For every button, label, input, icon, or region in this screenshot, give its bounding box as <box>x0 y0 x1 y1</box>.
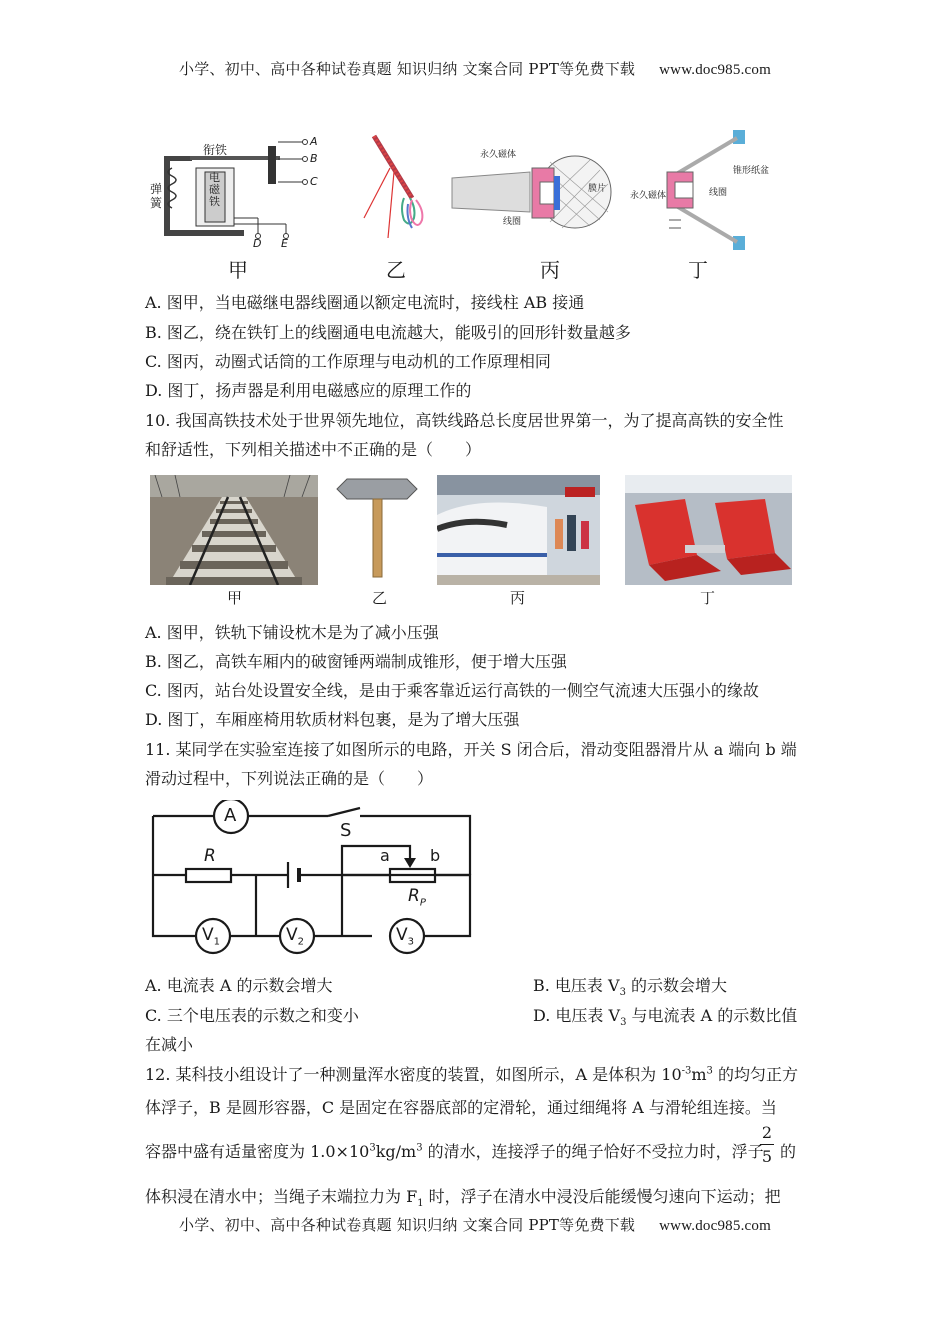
q9-figure-nail-coil <box>360 128 430 253</box>
mic-coil-label: 线圈 <box>503 217 522 227</box>
q10-stem-line1: 10. 我国高铁技术处于世界领先地位，高铁线路总长度居世界第一，为了提高高铁的安全性 <box>145 411 784 430</box>
relay-electromagnet-label: 电磁铁 <box>209 171 220 208</box>
q11-option-a: A. 电流表 A 的示数会增大 <box>145 976 333 995</box>
q12-line3: 容器中盛有适量密度为 $1.0\times 10^3kg/m^3$ 的清水，连接浮子的绳子恰好不受拉力时，浮子 <box>145 1142 764 1161</box>
q11-option-d: D. 电压表 $V_3$ 与电流表 A 的示数比值 <box>533 1006 798 1029</box>
q11-stem-line1: 11. 某同学在实验室连接了如图所示的电路，开关 S 闭合后，滑动变阻器滑片从 a 端向 b 端 <box>145 740 797 759</box>
circuit-v2-label: $V_2$ <box>286 925 305 948</box>
circuit-resistor-label: R <box>204 846 216 866</box>
q12-fraction <box>760 1123 774 1166</box>
q10-option-d: D. 图丁，车厢座椅用软质材料包裹，是为了增大压强 <box>145 710 520 729</box>
q10-option-c: C. 图丙，站台处设置安全线，是由于乘客靠近运行高铁的一侧空气流速大压强小的缘故 <box>145 681 759 700</box>
q9-figure-relay <box>150 128 330 253</box>
header-text: 小学、初中、高中各种试卷真题 知识归纳 文案合同 PPT等免费下载 <box>179 60 636 78</box>
q9-option-a: A. 图甲，当电磁继电器线圈通以额定电流时，接线柱 AB 接通 <box>145 293 585 312</box>
relay-terminal-b: B <box>310 152 318 165</box>
q11-circuit-diagram <box>148 800 478 960</box>
header-url[interactable]: www.doc985.com <box>659 62 771 78</box>
circuit-end-a-label: a <box>380 846 390 865</box>
relay-terminal-e: E <box>281 237 288 250</box>
footer-text: 小学、初中、高中各种试卷真题 知识归纳 文案合同 PPT等免费下载 <box>179 1216 636 1234</box>
circuit-v3-label: $V_3$ <box>396 925 415 948</box>
q10-label-yi: 乙 <box>372 589 388 607</box>
q9-figure-microphone <box>450 150 615 240</box>
q11-option-d-continued: 在减小 <box>145 1035 194 1054</box>
circuit-v1-label: $V_1$ <box>202 925 221 948</box>
speaker-coil-label: 线圈 <box>709 188 728 198</box>
fraction-bar <box>760 1144 774 1145</box>
circuit-end-b-label: b <box>430 846 441 865</box>
q9-label-ding: 丁 <box>688 258 708 282</box>
q9-label-jia: 甲 <box>228 258 248 282</box>
page-footer <box>0 1214 950 1235</box>
q10-stem-line2: 和舒适性，下列相关描述中不正确的是（ ） <box>145 440 482 459</box>
q12-line1: 12. 某科技小组设计了一种测量浑水密度的装置，如图所示，A 是体积为 $10^{-3}m^3$ 的均匀正方 <box>145 1065 799 1084</box>
q10-photo-hammer <box>335 465 420 585</box>
q10-photo-station <box>437 475 600 585</box>
circuit-ammeter-label: A <box>224 805 237 826</box>
mic-diaphragm-label: 膜片 <box>588 184 607 194</box>
relay-terminal-a: A <box>310 135 318 148</box>
q12-line3-end: 的 <box>780 1142 797 1161</box>
relay-terminal-c: C <box>310 175 318 188</box>
relay-terminal-d: D <box>253 237 262 250</box>
mic-magnet-label: 永久磁体 <box>480 150 517 160</box>
q12-line4: 体积浸在清水中；当绳子末端拉力为 $F_1$ 时，浮子在清水中浸没后能缓慢匀速向下运动；把 <box>145 1187 781 1210</box>
q9-option-b: B. 图乙，绕在铁钉上的线圈通电电流越大，能吸引的回形针数量越多 <box>145 323 631 342</box>
q11-option-c: C. 三个电压表的示数之和变小 <box>145 1006 359 1025</box>
q9-label-bing: 丙 <box>540 258 560 282</box>
speaker-magnet-label: 永久磁体 <box>630 191 667 201</box>
q10-option-a: A. 图甲，铁轨下铺设枕木是为了减小压强 <box>145 623 439 642</box>
q11-stem-line2: 滑动过程中，下列说法正确的是（ ） <box>145 769 434 788</box>
circuit-rheostat-label: $R_P$ <box>408 886 426 909</box>
circuit-switch-label: S <box>340 820 352 841</box>
q10-label-jia: 甲 <box>227 589 243 607</box>
q10-label-ding: 丁 <box>700 589 716 607</box>
q12-line2: 体浮子，B 是圆形容器，C 是固定在容器底部的定滑轮，通过细绳将 A 与滑轮组连接。当 <box>145 1098 777 1117</box>
fraction-numerator: 2 <box>761 1123 773 1142</box>
page-header <box>0 58 950 79</box>
q9-option-c: C. 图丙，动圈式话筒的工作原理与电动机的工作原理相同 <box>145 352 551 371</box>
q11-option-b: B. 电压表 $V_3$ 的示数会增大 <box>533 976 728 999</box>
q10-photo-seats <box>625 475 792 585</box>
q9-label-yi: 乙 <box>386 258 406 282</box>
footer-url[interactable]: www.doc985.com <box>659 1218 771 1234</box>
speaker-cone-label: 锥形纸盆 <box>733 166 770 176</box>
q10-label-bing: 丙 <box>510 589 526 607</box>
q10-option-b: B. 图乙，高铁车厢内的破窗锤两端制成锥形，便于增大压强 <box>145 652 567 671</box>
relay-spring-label: 弹簧 <box>150 182 163 210</box>
fraction-denominator: 5 <box>761 1147 773 1166</box>
q9-option-d: D. 图丁，扬声器是利用电磁感应的原理工作的 <box>145 381 472 400</box>
relay-armature-label: 衔铁 <box>203 143 228 157</box>
q10-photo-railway <box>150 475 318 585</box>
